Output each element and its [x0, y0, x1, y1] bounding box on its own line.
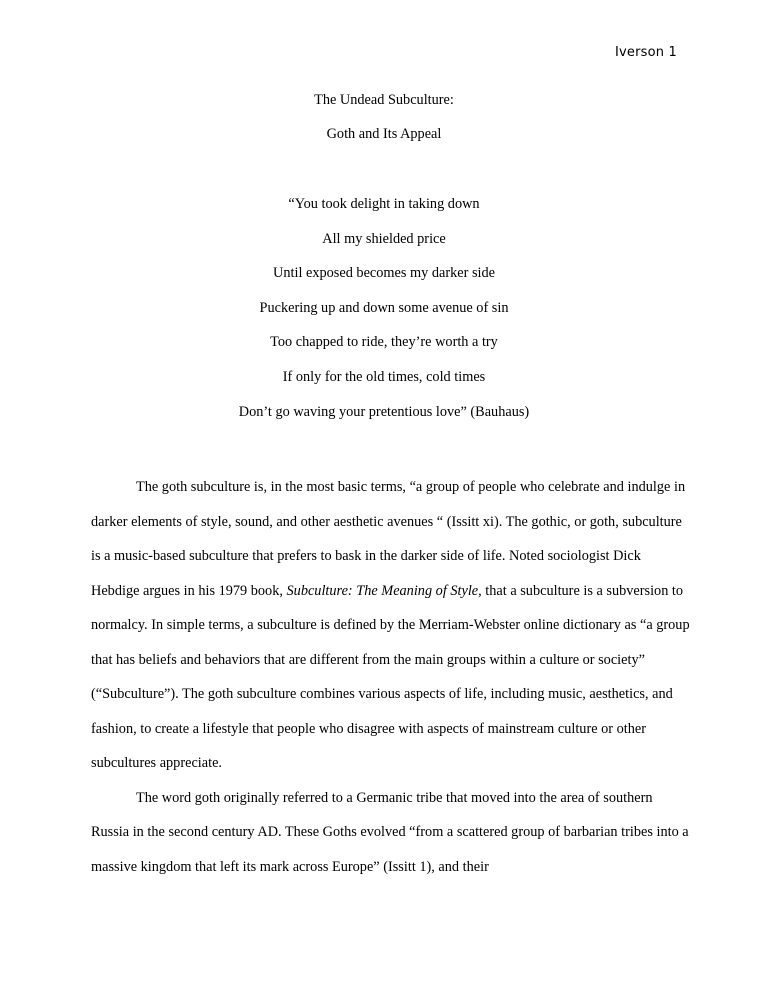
epigraph-line: Puckering up and down some avenue of sin — [259, 299, 509, 316]
epigraph — [0, 195, 768, 437]
page-header: Iverson 1 — [614, 45, 677, 60]
body-text — [91, 470, 691, 884]
epigraph-line: Too chapped to ride, they’re worth a try — [270, 334, 498, 351]
paragraph-1 — [91, 470, 691, 781]
book-title-italic: Subculture: The Meaning of Style — [286, 582, 479, 599]
paragraph-2: The word goth originally referred to a Germanic tribe that moved into the area of southern Russia in the second century AD. These Goths evolved “from a scattered group of barbarian tribes into a massive kingdom that left its mark across Europe” (Issitt 1), and their — [91, 789, 689, 875]
epigraph-line: Don’t go waving your pretentious love” (Bauhaus) — [238, 403, 530, 420]
paragraph-1-text-b: , that a subculture is a subversion to normalcy. In simple terms, a subculture is defined by the Merriam-Webster online dictionary as “a group that has beliefs and behaviors that are different from the main groups within a culture or society” (“Subculture”). The goth subculture combines various aspects of life, including music, aesthetics, and fashion, to create a lifestyle that people who disagree with aspects of mainstream culture or other subcultures appreciate. — [91, 582, 690, 771]
epigraph-line: All my shielded price — [322, 230, 446, 247]
epigraph-line: “You took delight in taking down — [288, 196, 480, 212]
epigraph-line: If only for the old times, cold times — [282, 368, 486, 385]
title-line-2: Goth and Its Appeal — [326, 126, 442, 142]
title-line-1: The Undead Subculture: — [314, 92, 454, 108]
epigraph-line: Until exposed becomes my darker side — [273, 265, 495, 282]
paragraph-1-text-a: The goth subculture is, in the most basic terms, “a group of people who celebrate and indulge in darker elements of style, sound, and other aesthetic avenues “ (Issitt xi). The gothic, or goth, subculture is a music-based subculture that prefers to bask in the darker side of life. Noted sociologist Dick Hebdige argues in his 1979 book, — [91, 479, 686, 599]
